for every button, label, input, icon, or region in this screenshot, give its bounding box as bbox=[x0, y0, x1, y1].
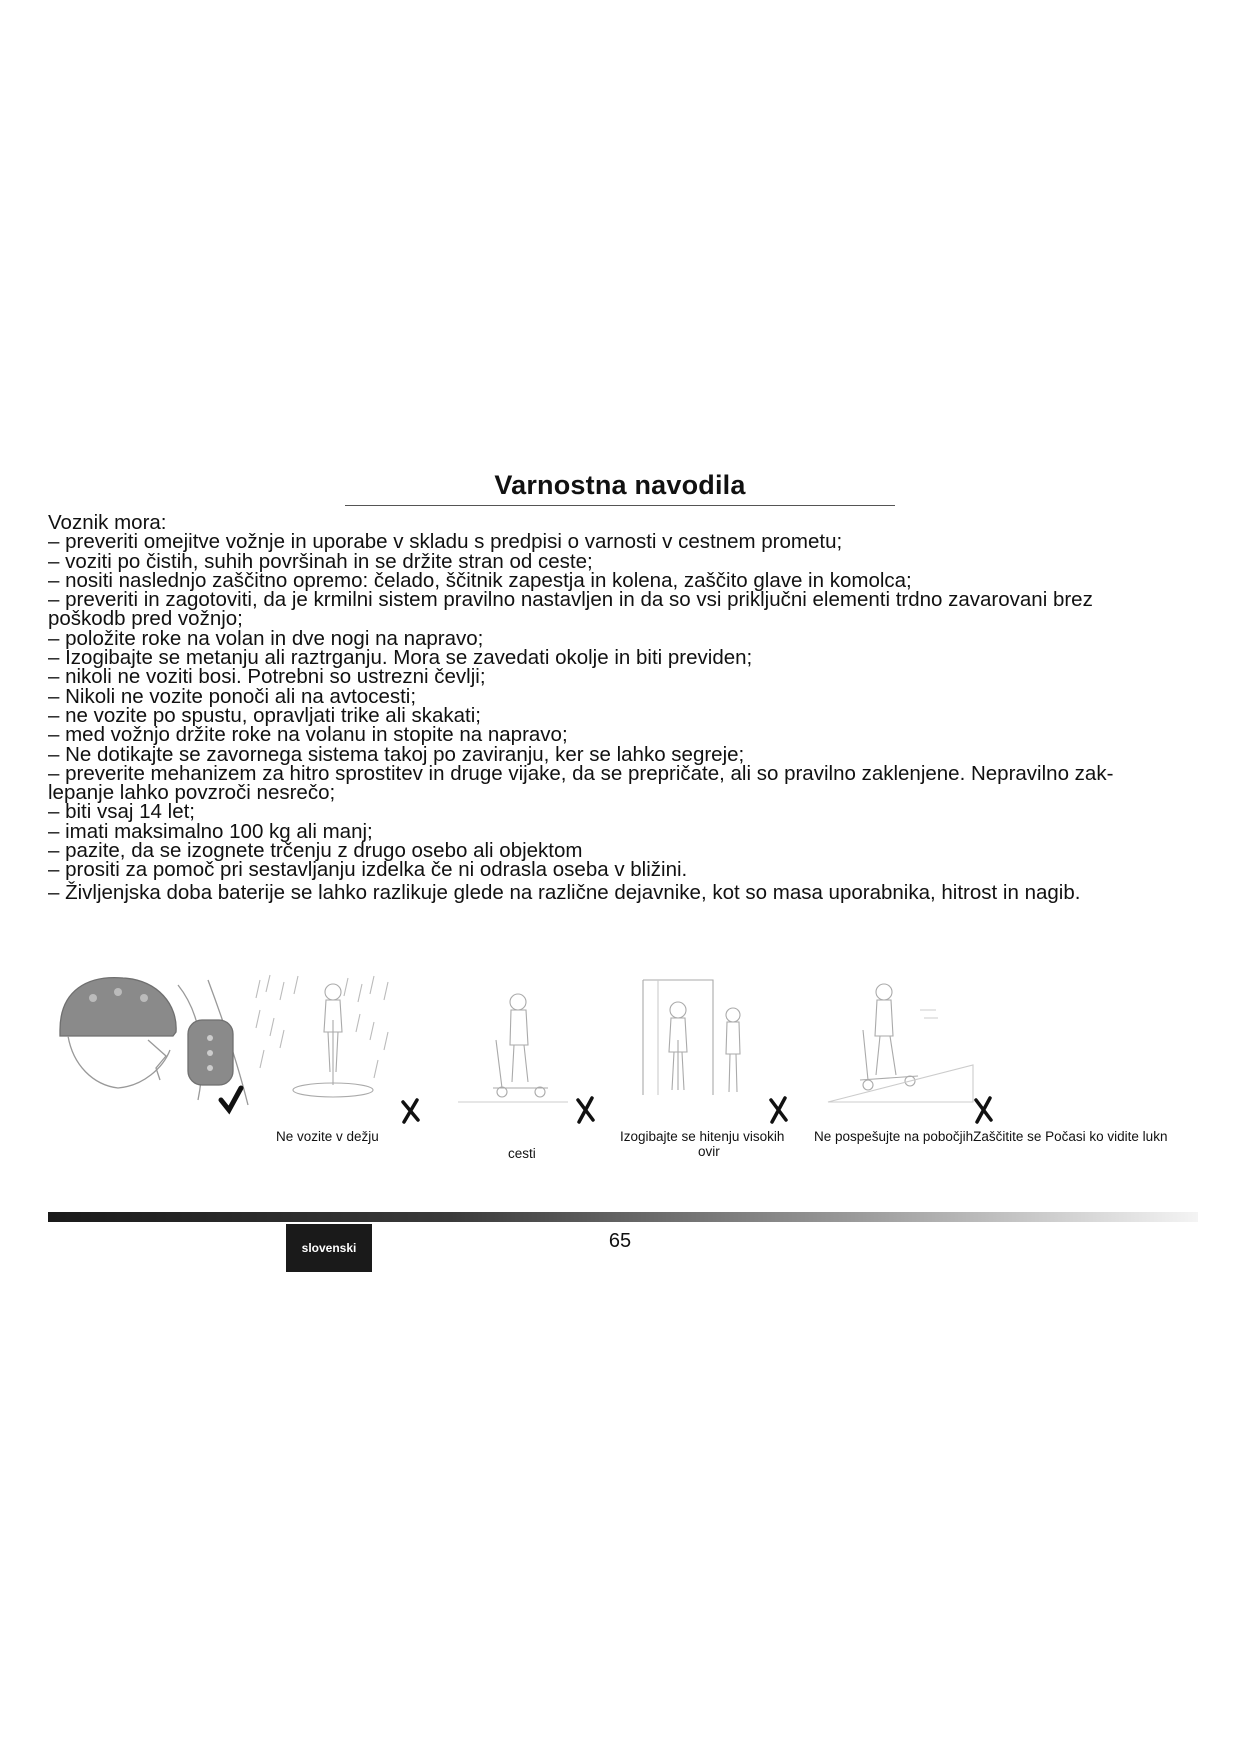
footer-bar bbox=[48, 1212, 1198, 1222]
knee-pad-icon bbox=[178, 980, 248, 1105]
instruction-line: – prositi za pomoč pri sestavljanju izdelka če ni odrasla oseba v bližini. bbox=[48, 858, 688, 882]
instruction-line: – preveriti in zagotoviti, da je krmilni sistem pravilno nastavljen in da so vsi priključni elementi trdno zavarovani brez bbox=[48, 588, 1093, 612]
road-rider-icon bbox=[458, 994, 568, 1102]
instruction-line: – med vožnjo držite roke na volanu in stopite na napravo; bbox=[48, 723, 568, 747]
slope-rider-icon bbox=[828, 984, 973, 1102]
caption-slope: Ne pospešujte na pobočjihZaščitite se Počasi ko vidite lukn bbox=[814, 1129, 1168, 1144]
instruction-line: – nositi naslednjo zaščitno opremo: čelado, ščitnik zapestja in kolena, zaščito glave in komolca; bbox=[48, 568, 912, 592]
title-underline bbox=[345, 505, 895, 506]
instruction-line: – položite roke na volan in dve nogi na napravo; bbox=[48, 626, 484, 650]
cross-icon bbox=[771, 1098, 786, 1122]
instruction-line: – preverite mehanizem za hitro sprostitev in druge vijake, da se prepričate, ali so pravilno zaklenjene. Nepravilno zak- bbox=[48, 761, 1114, 785]
instruction-line: – Ne dotikajte se zavornega sistema takoj po zaviranju, ker se lahko segreje; bbox=[48, 742, 745, 766]
instructions-list bbox=[48, 513, 1208, 902]
cross-icon bbox=[976, 1098, 991, 1122]
door-obstacle-icon bbox=[643, 980, 740, 1095]
rain-rider-icon bbox=[256, 975, 388, 1097]
instruction-line: – Nikoli ne vozite ponoči ali na avtocesti; bbox=[48, 684, 417, 708]
instruction-line: poškodb pred vožnjo; bbox=[48, 607, 243, 631]
helmet-icon bbox=[60, 978, 176, 1088]
instruction-line: – imati maksimalno 100 kg ali manj; bbox=[48, 819, 373, 843]
instruction-line: – preveriti omejitve vožnje in uporabe v skladu s predpisi o varnosti v cestnem prometu; bbox=[48, 530, 843, 554]
illustration-strip bbox=[48, 970, 1218, 1150]
instruction-line: – biti vsaj 14 let; bbox=[48, 800, 195, 824]
page-number: 65 bbox=[608, 1230, 632, 1252]
cross-icon bbox=[403, 1100, 418, 1122]
language-badge: slovenski bbox=[286, 1224, 372, 1272]
caption-obstacle: Izogibajte se hitenju visokih bbox=[620, 1129, 785, 1144]
check-icon bbox=[221, 1088, 241, 1110]
instruction-line: lepanje lahko povzroči nesrečo; bbox=[48, 781, 336, 805]
instruction-line: – Izogibajte se metanju ali raztrganju. Mora se zavedati okolje in biti previden; bbox=[48, 646, 753, 670]
instruction-line: – voziti po čistih, suhih površinah in se držite stran od ceste; bbox=[48, 549, 593, 573]
caption-obstacle-2: ovir bbox=[698, 1144, 720, 1159]
safety-illustrations bbox=[48, 970, 1218, 1161]
caption-road: cesti bbox=[508, 1146, 536, 1161]
page-title: Varnostna navodila bbox=[494, 470, 746, 500]
instruction-line: – ne vozite po spustu, opravljati trike ali skakati; bbox=[48, 703, 481, 727]
instruction-line: Voznik mora: bbox=[48, 511, 167, 534]
caption-rain: Ne vozite v dežju bbox=[276, 1129, 379, 1144]
instruction-line: – pazite, da se izognete trčenju z drugo osebo ali objektom bbox=[48, 839, 583, 863]
instruction-line: – nikoli ne voziti bosi. Potrebni so ustrezni čevlji; bbox=[48, 665, 486, 689]
cross-icon bbox=[578, 1098, 593, 1122]
instruction-line: – Življenjska doba baterije se lahko razlikuje glede na različne dejavnike, kot so masa uporabnika, hitrost in nagib. bbox=[48, 880, 1081, 904]
